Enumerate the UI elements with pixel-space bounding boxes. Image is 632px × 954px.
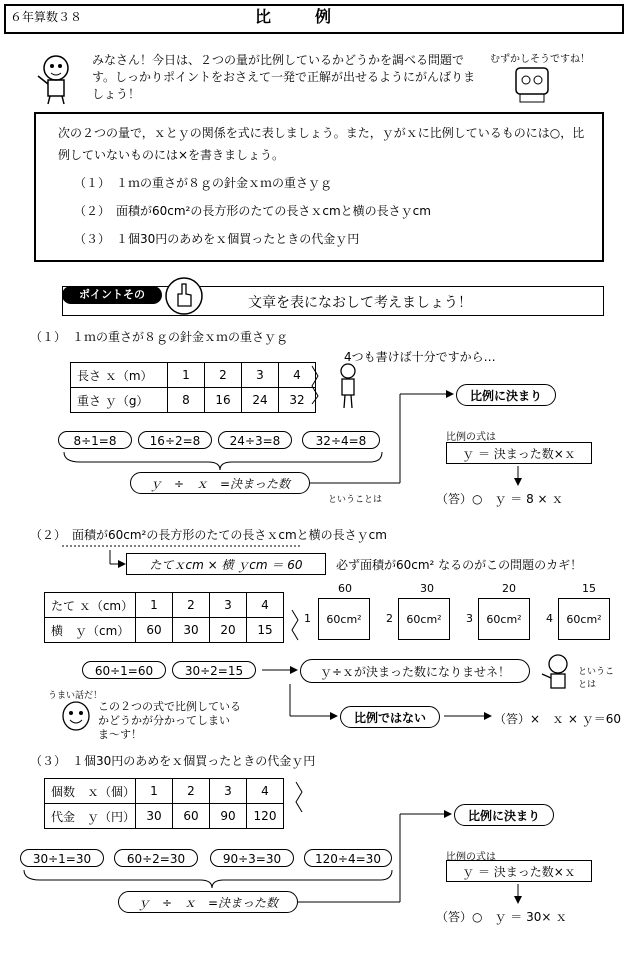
s1-equation: ｙ ÷ ｘ =決まった数: [130, 472, 310, 494]
s1-formula-label: 比例の式は: [446, 432, 496, 443]
s2-heading: （２） 面積が60cm²の長方形のたての長さｘcmと横の長さｙcm: [30, 528, 387, 542]
s2-not-constant: ｙ÷ｘが決まった数になりませネ！: [300, 659, 530, 683]
s1-division: 24÷3=8: [218, 431, 292, 449]
s1-division: 8÷1=8: [58, 431, 132, 449]
s2-rect-side: 2: [386, 612, 393, 625]
s3-formula-label: 比例の式は: [446, 852, 496, 863]
page-title: 比 例: [255, 7, 346, 26]
mascot-speech: むずかしそうですね！: [490, 54, 590, 65]
s2-division: 30÷2=15: [172, 661, 256, 679]
s2-rect: 60cm²: [318, 598, 370, 640]
s2-cell: 20: [210, 618, 247, 643]
s1-note: 4つも書けば十分ですから…: [344, 350, 496, 364]
s3-cell: 60: [173, 804, 210, 829]
s1-cell: 8: [168, 388, 205, 413]
s3-result: 比例に決まり: [454, 804, 554, 826]
s2-umai: うまい話だ！: [48, 691, 103, 701]
s3-heading: （３） １個30円のあめをｘ個買ったときの代金ｙ円: [30, 754, 316, 768]
s1-row1-label: 長さ ｘ（m）: [71, 363, 168, 388]
s2-answer: （答）× ｘ × ｙ＝60: [494, 712, 622, 726]
s2-rect: 60cm²: [558, 598, 610, 640]
s1-cell: 24: [242, 388, 279, 413]
s1-formula: ｙ ＝ 決まった数×ｘ: [446, 442, 592, 464]
s3-division: 90÷3=30: [210, 849, 294, 867]
problem-item-1: （１） １ｍの重さが８ｇの針金ｘｍの重さｙｇ: [74, 176, 333, 190]
intro-text: みなさん！今日は、２つの量が比例しているかどうかを調べる問題です。しっかりポイントをおさえて一発で正解が出せるようにがんばりましょう！: [92, 53, 476, 101]
point-message: 文章を表になおして考えましょう！: [248, 295, 472, 311]
s3-division: 60÷2=30: [114, 849, 198, 867]
s2-cell: 2: [173, 593, 210, 618]
s2-cell: 3: [210, 593, 247, 618]
s3-cell: 1: [136, 779, 173, 804]
s1-cell: 32: [279, 388, 316, 413]
s1-heading: （１） １ｍの重さが８ｇの針金ｘｍの重さｙｇ: [30, 330, 289, 344]
s1-cell: 1: [168, 363, 205, 388]
s2-rect-side: 4: [546, 612, 553, 625]
s1-answer: （答）○ ｙ ＝ 8 × ｘ: [436, 492, 564, 506]
s3-division: 30÷1=30: [20, 849, 104, 867]
s3-cell: 3: [210, 779, 247, 804]
s1-toiu: ということは: [328, 495, 383, 505]
s2-caption: この２つの式で比例しているかどうかが分かってしまいま〜す！: [98, 700, 241, 741]
s3-cell: 4: [247, 779, 284, 804]
s2-cell: 15: [247, 618, 284, 643]
s2-cell: 1: [136, 593, 173, 618]
s3-formula: ｙ ＝ 決まった数×ｘ: [446, 860, 592, 882]
point-label: ポイントその: [62, 286, 162, 304]
s1-row2-label: 重さ ｙ（g）: [71, 388, 168, 413]
problem-item-3: （３） １個30円のあめをｘ個買ったときの代金ｙ円: [74, 232, 360, 246]
s1-cell: 4: [279, 363, 316, 388]
s2-cell: 4: [247, 593, 284, 618]
s3-division: 120÷4=30: [304, 849, 392, 867]
s2-cell: 60: [136, 618, 173, 643]
s2-rect-side: 1: [304, 612, 311, 625]
s1-cell: 16: [205, 388, 242, 413]
s3-answer: （答）○ ｙ ＝ 30× ｘ: [436, 910, 568, 924]
s2-division: 60÷1=60: [82, 661, 166, 679]
s2-rect-top: 15: [582, 582, 596, 595]
s2-equation: たてｘcm × 横 ｙcm ＝ 60: [126, 553, 326, 575]
s2-rect-top: 20: [502, 582, 516, 595]
s2-rect-top: 30: [420, 582, 434, 595]
s1-division: 32÷4=8: [302, 431, 380, 449]
s3-cell: 120: [247, 804, 284, 829]
problem-item-2: （２） 面積が60cm²の長方形のたての長さｘcmと横の長さｙcm: [74, 204, 431, 218]
s3-cell: 30: [136, 804, 173, 829]
s3-cell: 90: [210, 804, 247, 829]
problem-instruction: 次の２つの量で，ｘとｙの関係を式に表しましょう。また，ｙがｘに比例しているものには○，比例していないものには×を書きましょう。: [58, 126, 585, 162]
s1-division: 16÷2=8: [138, 431, 212, 449]
s2-rect-top: 60: [338, 582, 352, 595]
s2-result: 比例ではない: [340, 706, 440, 728]
s2-row2-label: 横 ｙ（cm）: [45, 618, 136, 643]
s3-row1-label: 個数 ｘ（個）: [45, 779, 136, 804]
s3-row2-label: 代金 ｙ（円）: [45, 804, 136, 829]
s3-equation: ｙ ÷ ｘ =決まった数: [118, 891, 298, 913]
s2-rect: 60cm²: [478, 598, 530, 640]
s1-result: 比例に決まり: [456, 384, 556, 406]
s1-cell: 2: [205, 363, 242, 388]
s3-cell: 2: [173, 779, 210, 804]
s2-rect-side: 3: [466, 612, 473, 625]
s2-key: 必ず面積が60cm² なるのがこの問題のカギ！: [336, 558, 583, 572]
s2-cell: 30: [173, 618, 210, 643]
s2-rect: 60cm²: [398, 598, 450, 640]
s2-toiu: ということは: [578, 667, 615, 690]
grade-label: ６年算数３８: [10, 10, 83, 24]
s2-row1-label: たて ｘ（cm）: [45, 593, 136, 618]
s1-cell: 3: [242, 363, 279, 388]
